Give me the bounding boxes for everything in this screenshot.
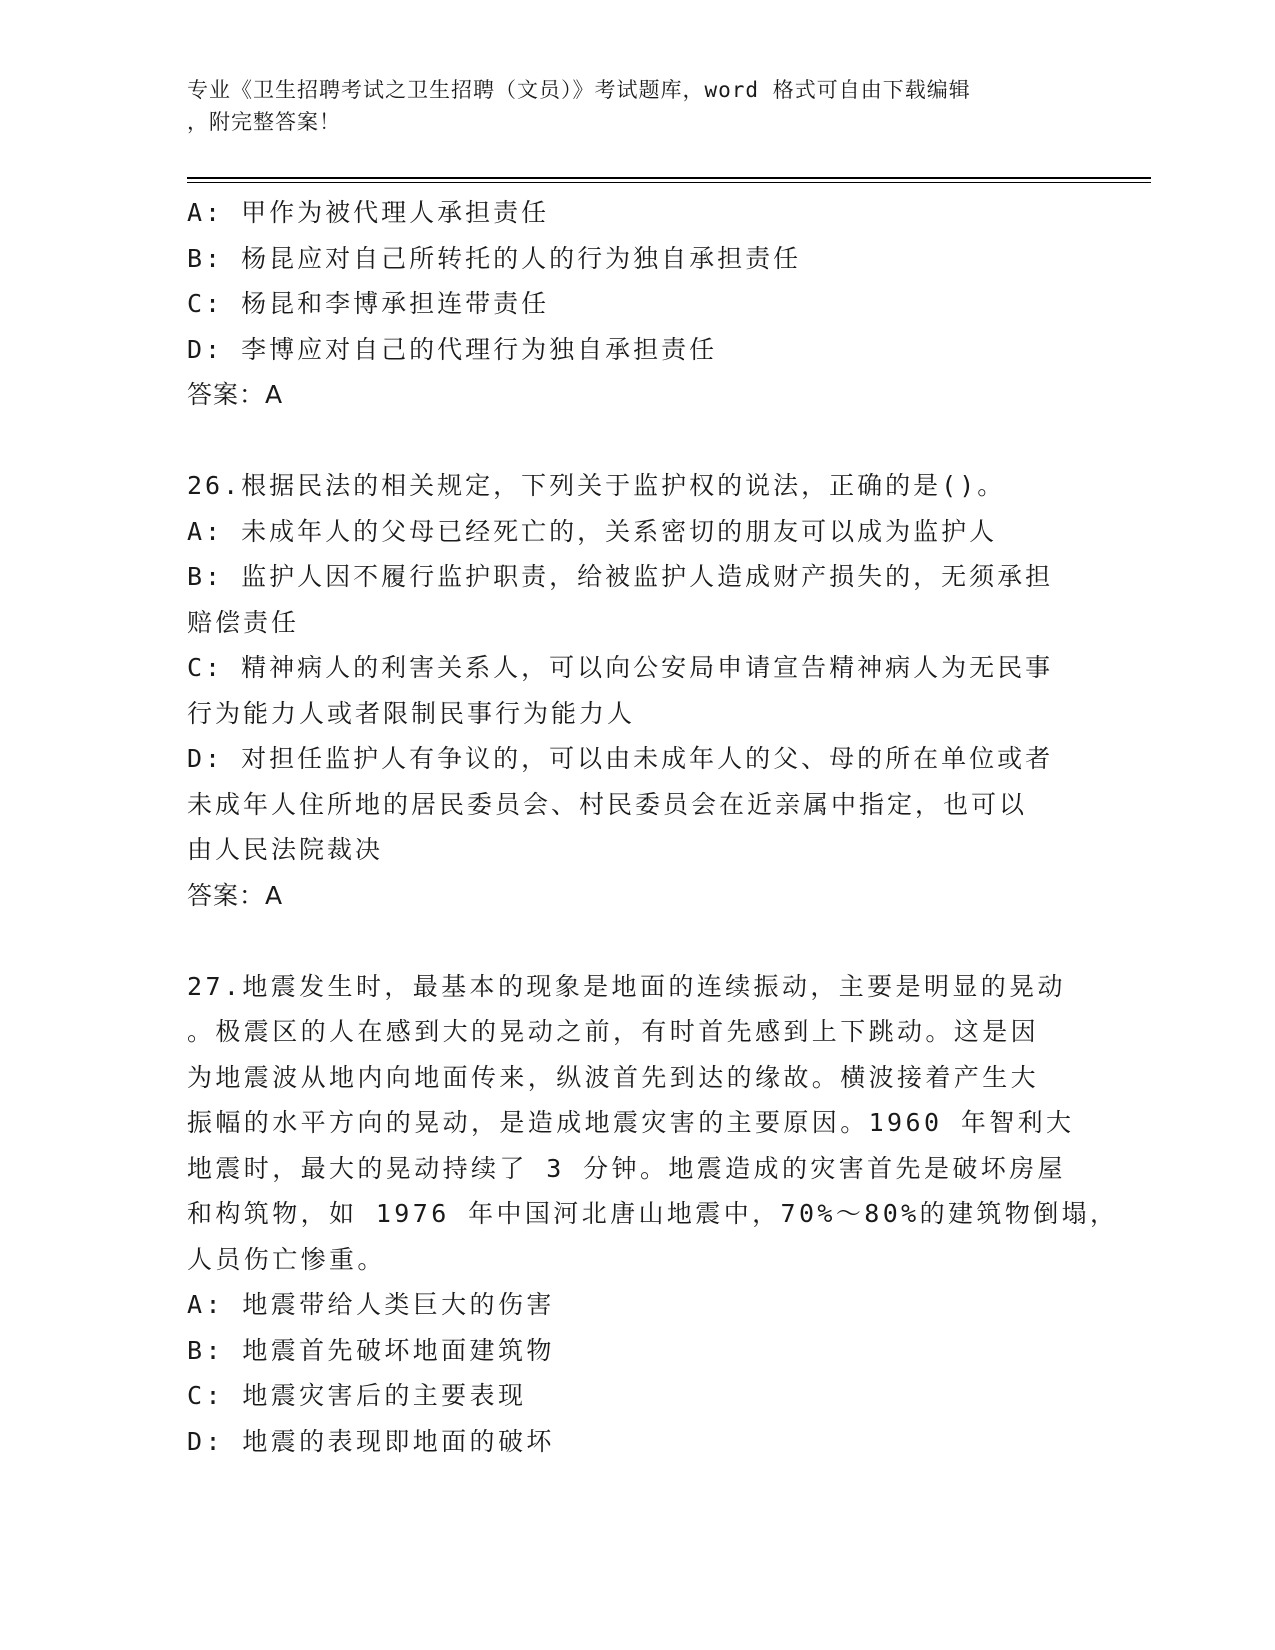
q26-option-c-line-2: 行为能力人或者限制民事行为能力人 <box>187 698 636 728</box>
q26-answer: 答案：A <box>187 880 284 910</box>
spacer <box>187 418 1077 464</box>
q26-option-b-line-1: B: 监护人因不履行监护职责，给被监护人造成财产损失的，无须承担 <box>187 562 1054 591</box>
q25-option-a: A: 甲作为被代理人承担责任 <box>187 198 550 227</box>
q26-option-d-line-1: D: 对担任监护人有争议的，可以由未成年人的父、母的所在单位或者 <box>187 744 1054 773</box>
q26-option-c-line-1: C: 精神病人的利害关系人，可以向公安局申请宣告精神病人为无民事 <box>187 653 1054 682</box>
q25-option-d: D: 李博应对自己的代理行为独自承担责任 <box>187 334 718 364</box>
q25-answer: 答案：A <box>187 380 284 409</box>
spacer <box>187 918 1077 964</box>
q26-option-d-line-2: 未成年人住所地的居民委员会、村民委员会在近亲属中指定，也可以 <box>187 789 1028 819</box>
q27-stem-line-7: 人员伤亡惨重。 <box>187 1244 386 1274</box>
q26-option-a: A: 未成年人的父母已经死亡的，关系密切的朋友可以成为监护人 <box>187 516 998 546</box>
header-divider-thick <box>187 177 1151 179</box>
q27-option-b: B: 地震首先破坏地面建筑物 <box>187 1335 555 1365</box>
q27-stem-line-5: 地震时，最大的晃动持续了 3 分钟。地震造成的灾害首先是破坏房屋 <box>187 1153 1066 1183</box>
q27-stem-line-4: 振幅的水平方向的晃动，是造成地震灾害的主要原因。1960 年智利大 <box>187 1108 1075 1137</box>
header-line-1: 专业《卫生招聘考试之卫生招聘（文员）》考试题库，word 格式可自由下载编辑 <box>187 78 971 102</box>
q27-stem-line-6: 和构筑物，如 1976 年中国河北唐山地震中，70%～80%的建筑物倒塌， <box>187 1199 1119 1228</box>
q25-option-b: B: 杨昆应对自己所转托的人的行为独自承担责任 <box>187 243 802 273</box>
q27-stem-line-3: 为地震波从地内向地面传来，纵波首先到达的缘故。横波接着产生大 <box>187 1062 1040 1092</box>
q25-option-c: C: 杨昆和李博承担连带责任 <box>187 289 550 318</box>
question-25 <box>187 190 1077 418</box>
document-header <box>187 74 1067 138</box>
question-26 <box>187 463 1077 918</box>
q26-option-b-line-2: 赔偿责任 <box>187 607 300 637</box>
header-line-2: ，附完整答案！ <box>187 110 341 134</box>
q27-stem-line-2: 。极震区的人在感到大的晃动之前，有时首先感到上下跳动。这是因 <box>187 1017 1040 1046</box>
q26-stem: 26.根据民法的相关规定，下列关于监护权的说法，正确的是()。 <box>187 471 1006 500</box>
q26-option-d-line-3: 由人民法院裁决 <box>187 835 384 864</box>
q27-option-c: C: 地震灾害后的主要表现 <box>187 1381 527 1410</box>
question-27 <box>187 964 1119 1465</box>
q27-option-a: A: 地震带给人类巨大的伤害 <box>187 1290 555 1319</box>
header-divider-thin <box>187 182 1151 183</box>
q27-stem-line-1: 27.地震发生时，最基本的现象是地面的连续振动，主要是明显的晃动 <box>187 971 1066 1001</box>
question-content <box>187 190 1119 1464</box>
q27-option-d: D: 地震的表现即地面的破坏 <box>187 1426 555 1456</box>
